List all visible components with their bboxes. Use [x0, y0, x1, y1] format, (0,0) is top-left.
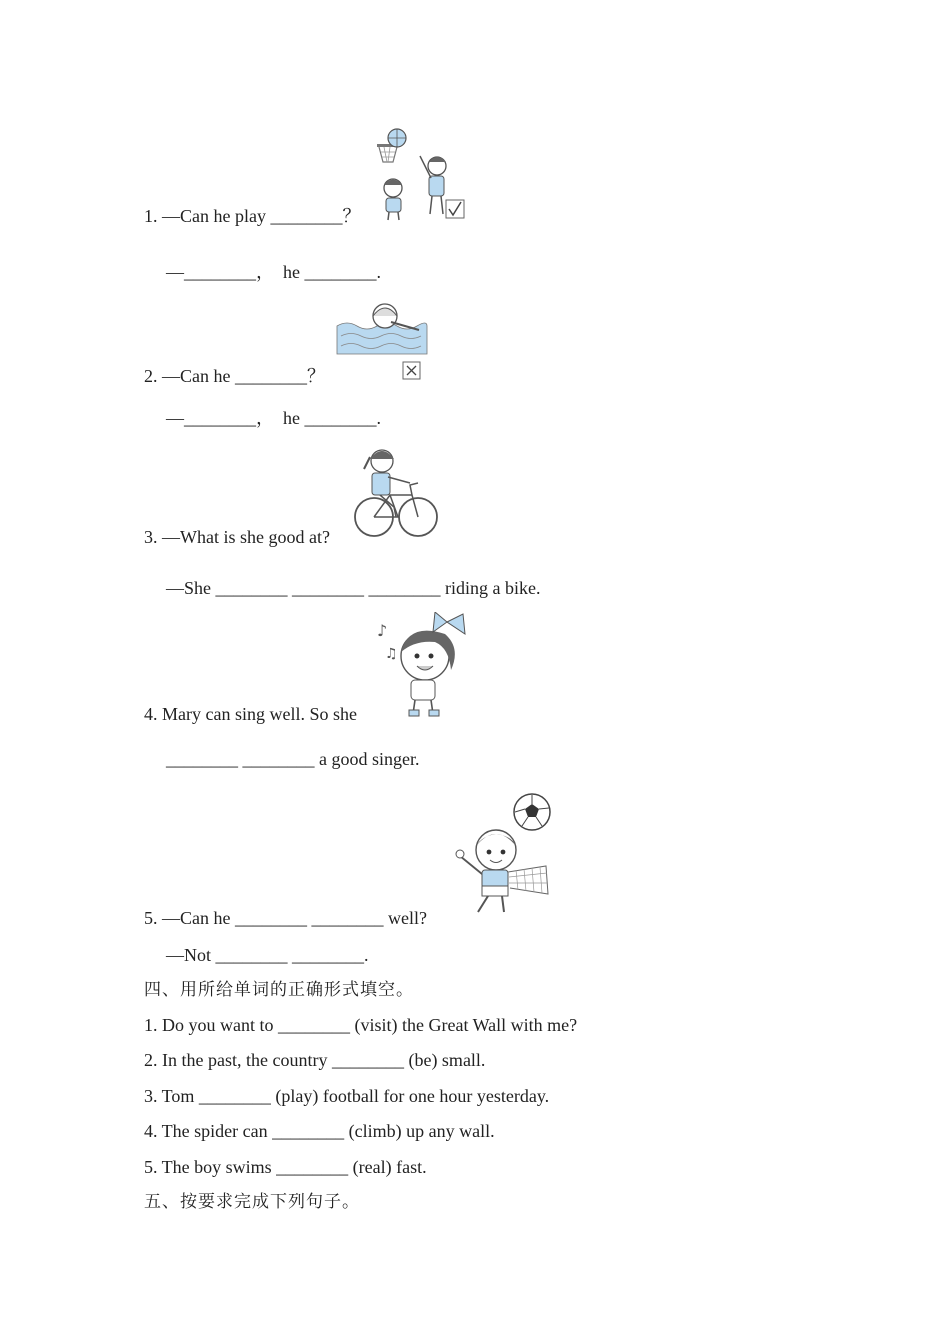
q4-question: 4. Mary can sing well. So she	[144, 704, 357, 724]
q5-answer: —Not ________ ________.	[166, 945, 369, 965]
section4-item-4: 4. The spider can ________ (climb) up any wall.	[144, 1121, 495, 1141]
section5-title: 五、按要求完成下列句子。	[144, 1192, 360, 1212]
section4-item-2: 2. In the past, the country ________ (be) small.	[144, 1050, 486, 1070]
q2-question: 2. —Can he ________？	[144, 366, 325, 386]
q5-question: 5. —Can he ________ ________ well?	[144, 908, 427, 928]
section4-item-3: 3. Tom ________ (play) football for one hour yesterday.	[144, 1086, 550, 1106]
q1-question: 1. —Can he play ________？	[144, 206, 361, 226]
q3-answer: —She ________ ________ ________ riding a bike.	[166, 578, 541, 598]
section4-item-5: 5. The boy swims ________ (real) fast.	[144, 1157, 427, 1177]
swimming-illustration	[335, 296, 430, 382]
q2-answer: —________， he ________.	[166, 408, 381, 428]
q3-question: 3. —What is she good at?	[144, 527, 330, 547]
girl-cycling-illustration	[350, 443, 440, 541]
girl-singing-illustration	[375, 612, 475, 718]
boy-football-illustration	[452, 792, 552, 924]
section4-item-1: 1. Do you want to ________ (visit) the Great Wall with me?	[144, 1015, 578, 1035]
svg-text:♪: ♪	[377, 621, 388, 640]
section4-title: 四、用所给单词的正确形式填空。	[144, 980, 414, 1000]
basketball-illustration	[375, 126, 470, 222]
q1-answer: —________， he ________.	[166, 262, 381, 282]
svg-text:♫: ♫	[385, 646, 398, 662]
q4-answer: ________ ________ a good singer.	[166, 749, 420, 769]
